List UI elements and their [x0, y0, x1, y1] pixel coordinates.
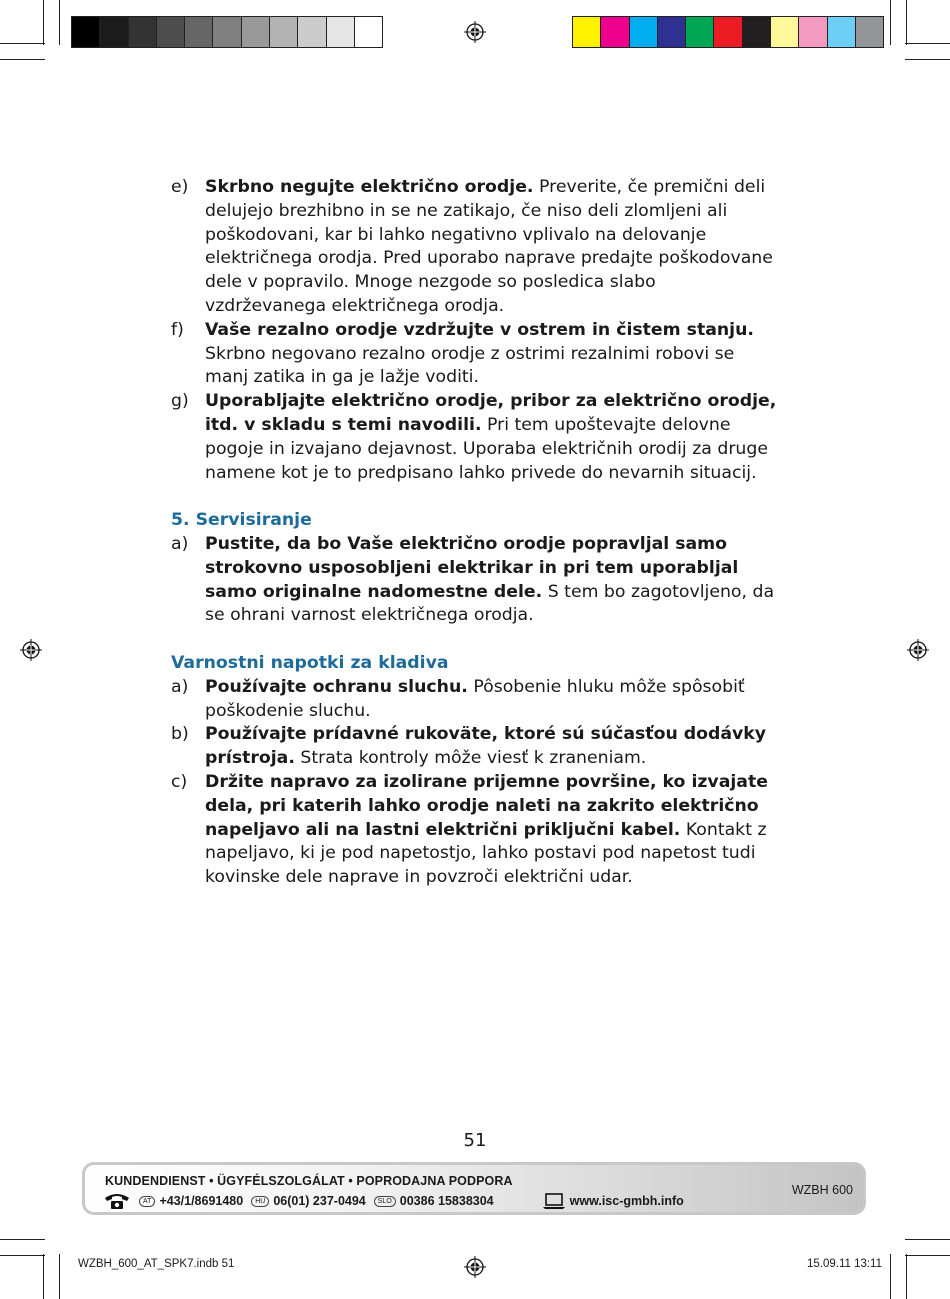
item-bold: Držite napravo za izolirane prijemne površine, ko izvajate dela, pri katerih lahko orodje naleti na zakrito električno napeljavo ali na lastni električni priključni kabel.: [205, 771, 768, 840]
color-swatch: [327, 17, 355, 47]
color-swatch: [213, 17, 241, 47]
color-swatch: [129, 17, 157, 47]
service-title: KUNDENDIENST • ÜGYFÉLSZOLGÁLAT • POPRODAJNA PODPORA: [105, 1174, 513, 1188]
color-swatch: [573, 17, 601, 47]
item-text: [205, 176, 781, 319]
color-swatch: [828, 17, 856, 47]
country-code-badge: HU: [251, 1196, 269, 1207]
color-swatch: [185, 17, 213, 47]
list-item: [171, 723, 781, 771]
item-label: e): [171, 177, 189, 197]
registration-mark-right-icon: [907, 639, 929, 661]
registration-mark-top-icon: [464, 21, 486, 43]
telephone-icon: [103, 1192, 131, 1210]
service-list: [171, 533, 781, 628]
color-swatch: [270, 17, 298, 47]
safety-list: [171, 676, 781, 890]
list-item: [171, 390, 781, 485]
item-body: Pôsobenie hluku môže spôsobiť poškodenie sluchu.: [205, 676, 745, 721]
item-label: a): [171, 676, 189, 697]
list-item: [171, 319, 781, 390]
list-item: [171, 176, 781, 319]
item-label: f): [171, 319, 184, 340]
item-bold: Uporabljajte električno orodje, pribor za električno orodje, itd. v skladu s temi navodili.: [205, 391, 777, 435]
page-number: 51: [463, 1130, 487, 1151]
item-text: [205, 676, 781, 724]
phone-number: 06(01) 237-0494: [273, 1194, 366, 1208]
item-body: Skrbno negovano rezalno orodje z ostrimi rezalnimi robovi se manj zatika in ga je lažje voditi.: [205, 343, 735, 388]
item-label: a): [171, 533, 189, 554]
phone-number: +43/1/8691480: [159, 1194, 244, 1208]
item-bold: Používajte prídavné rukoväte, ktoré sú súčasťou dodávky prístroja.: [205, 724, 767, 769]
item-body: Preverite, če premični deli delujejo brezhibno in se ne zatikajo, če niso deli zlomljeni ali poškodovani, kar bi lahko negativno vplivalo na delovanje električnega orodja. Pred uporabo naprave predajte poškodovane dele v popravilo. Mnoge nezgode so posledica slabo vzdrževanega električnega orodja.: [205, 177, 773, 316]
section-heading-safety: Varnostni napotki za kladiva: [171, 652, 449, 673]
section-heading-service: 5. Servisiranje: [171, 510, 312, 531]
item-body: Kontakt z napeljavo, ki je pod napetostjo, lahko postavi pod napetost tudi kovinske dele naprave in povzroči električni udar.: [205, 819, 767, 888]
website-link[interactable]: www.isc-gmbh.info: [569, 1194, 684, 1208]
color-swatch: [355, 17, 382, 47]
color-swatch: [743, 17, 771, 47]
country-code-badge: AT: [139, 1196, 155, 1207]
item-text: [205, 319, 781, 390]
item-label: g): [171, 391, 189, 412]
color-swatch: [72, 17, 100, 47]
color-swatch: [601, 17, 629, 47]
list-item: [171, 533, 781, 628]
color-swatch: [630, 17, 658, 47]
list-item: [171, 676, 781, 724]
service-bar: [82, 1162, 866, 1215]
item-text: [205, 533, 781, 628]
process-color-bar: [572, 16, 884, 48]
list-item: [171, 771, 781, 890]
item-bold: Skrbno negujte električno orodje.: [205, 177, 534, 197]
document-body: [171, 176, 781, 890]
color-swatch: [686, 17, 714, 47]
slug-date: 15.09.11 13:11: [806, 1258, 882, 1270]
color-swatch: [714, 17, 742, 47]
color-swatch: [658, 17, 686, 47]
item-body: S tem bo zagotovljeno, da se ohrani varnost električnega orodja.: [205, 581, 775, 626]
item-label: c): [171, 771, 188, 792]
color-swatch: [771, 17, 799, 47]
slug-file-info: WZBH_600_AT_SPK7.indb 51: [78, 1258, 235, 1270]
color-swatch: [799, 17, 827, 47]
laptop-icon: [542, 1192, 566, 1210]
grayscale-color-bar: [71, 16, 383, 48]
phone-number: 00386 15838304: [399, 1194, 494, 1208]
item-text: [205, 390, 781, 485]
color-swatch: [100, 17, 128, 47]
item-bold: Používajte ochranu sluchu.: [205, 676, 468, 697]
color-swatch: [242, 17, 270, 47]
item-text: [205, 771, 781, 890]
color-swatch: [157, 17, 185, 47]
service-contacts: [103, 1192, 684, 1210]
model-label: WZBH 600: [791, 1183, 853, 1197]
item-text: [205, 723, 781, 771]
color-swatch: [298, 17, 326, 47]
item-bold: Pustite, da bo Vaše električno orodje popravljal samo strokovno usposobljeni elektrikar in pri tem uporabljal samo originalne nadomestne dele.: [205, 533, 739, 602]
registration-mark-bottom-icon: [464, 1256, 486, 1278]
registration-mark-left-icon: [20, 639, 42, 661]
item-bold: Vaše rezalno orodje vzdržujte v ostrem in čistem stanju.: [205, 319, 754, 340]
item-label: b): [171, 724, 189, 745]
item-body: Strata kontroly môže viesť k zraneniam.: [294, 748, 647, 769]
item-body: Pri tem upoštevajte delovne pogoje in izvajano dejavnost. Uporaba električnih orodij za druge namene kot je to predpisano lahko privede do nevarnih situacij.: [205, 414, 768, 483]
maintenance-list: [171, 176, 781, 485]
color-swatch: [856, 17, 883, 47]
country-code-badge: SLO: [374, 1196, 396, 1207]
